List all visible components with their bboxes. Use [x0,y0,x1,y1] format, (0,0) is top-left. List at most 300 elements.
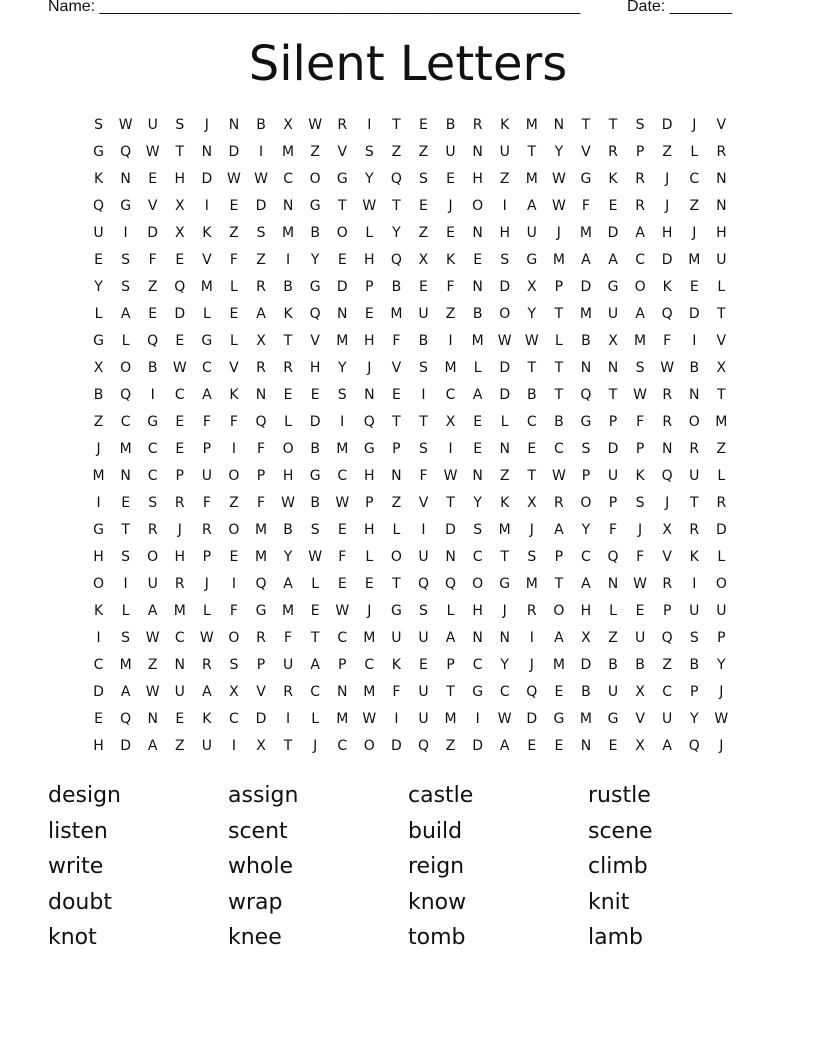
grid-letter: Y [310,252,320,268]
grid-letter: E [419,279,428,295]
grid-letter: U [418,549,429,565]
grid-letter: A [554,522,564,538]
grid-letter: Q [255,414,267,430]
grid-letter: M [390,306,403,322]
grid-letter: Q [526,684,538,700]
grid-letter: S [473,522,483,538]
grid-letter: T [446,684,455,700]
grid-row [85,247,735,274]
grid-letter: E [446,225,455,241]
grid-letter: N [337,684,348,700]
word-bank-item: climb [588,854,648,879]
grid-letter: F [148,252,157,268]
grid-letter: O [228,522,240,538]
grid-letter: X [418,252,429,268]
grid-letter: J [692,225,697,241]
grid-letter: J [177,522,182,538]
grid-letter: H [472,603,483,619]
grid-letter: F [202,495,211,511]
grid-letter: U [201,468,212,484]
grid-row [85,436,735,463]
grid-letter: F [636,414,645,430]
grid-letter: P [554,279,564,295]
grid-letter: S [581,441,591,457]
grid-letter: X [526,279,537,295]
grid-letter: R [472,117,483,133]
grid-letter: C [337,738,348,754]
grid-letter: S [175,117,185,133]
grid-letter: P [256,468,266,484]
grid-letter: M [634,333,647,349]
grid-letter: C [364,657,375,673]
grid-letter: W [633,387,648,403]
grid-letter: D [715,522,727,538]
grid-letter: I [529,630,534,646]
grid-letter: I [286,252,291,268]
grid-letter: V [391,360,402,376]
grid-letter: K [229,387,239,403]
grid-letter: A [608,252,618,268]
grid-letter: O [472,576,484,592]
word-bank [48,780,768,958]
word-bank-item: know [408,889,467,915]
grid-letter: G [526,252,538,268]
grid-letter: J [502,603,507,619]
grid-letter: Y [689,711,699,727]
grid-letter: I [258,144,264,160]
grid-letter: J [719,684,724,700]
grid-letter: Z [174,738,185,754]
grid-row [85,490,735,517]
grid-letter: O [120,360,132,376]
grid-letter: U [607,684,619,700]
grid-letter: B [391,279,402,295]
grid-letter: D [255,198,267,214]
grid-letter: P [446,657,455,673]
grid-letter: O [228,468,240,484]
grid-letter: R [174,576,185,592]
grid-letter: M [92,468,105,484]
grid-letter: X [716,360,727,376]
grid-letter: U [689,603,700,619]
grid-letter: Q [147,333,159,349]
grid-letter: S [419,441,428,457]
grid-letter: M [336,441,349,457]
grid-letter: I [448,441,453,457]
grid-letter: Q [120,144,132,160]
word-bank-item: castle [408,783,474,808]
grid-letter: I [340,414,345,430]
grid-letter: S [419,171,428,187]
grid-letter: G [580,171,592,187]
grid-letter: Z [93,414,104,430]
grid-letter: E [391,387,401,403]
grid-letter: G [93,333,104,349]
grid-letter: B [283,279,293,295]
grid-letter: R [283,684,293,700]
grid-letter: E [337,522,347,538]
grid-letter: U [93,225,104,241]
grid-letter: R [662,576,673,592]
grid-letter: N [364,387,375,403]
grid-letter: K [500,117,510,133]
grid-letter: A [120,684,131,700]
grid-letter: V [256,684,266,700]
grid-letter: V [147,198,158,214]
grid-letter: U [418,711,429,727]
grid-letter: X [635,738,645,754]
grid-letter: F [419,468,428,484]
grid-letter: D [580,657,592,673]
grid-letter: Z [499,171,510,187]
grid-row [85,274,735,301]
grid-letter: N [580,738,592,754]
grid-letter: U [499,144,510,160]
grid-letter: K [391,657,401,673]
grid-letter: E [689,279,699,295]
grid-letter: Q [255,576,267,592]
grid-letter: G [309,198,321,214]
grid-letter: S [635,495,645,511]
grid-row [85,220,735,247]
grid-letter: C [581,549,591,565]
grid-letter: I [367,117,372,133]
grid-letter: T [581,117,591,133]
grid-letter: A [147,603,158,619]
grid-letter: I [96,495,101,511]
grid-letter: M [173,603,186,619]
grid-letter: H [93,549,104,565]
grid-letter: K [662,279,672,295]
grid-letter: G [472,684,484,700]
grid-letter: B [554,414,564,430]
grid-letter: I [692,333,697,349]
grid-letter: M [119,657,132,673]
grid-letter: J [692,117,697,133]
grid-letter: L [473,360,482,376]
word-bank-item: tomb [408,925,466,950]
grid-letter: D [147,225,159,241]
grid-letter: B [445,117,456,133]
grid-letter: T [392,198,401,214]
grid-letter: N [716,198,727,214]
grid-letter: N [120,171,131,187]
grid-letter: E [175,333,185,349]
grid-letter: D [580,279,592,295]
grid-letter: F [338,549,347,565]
grid-letter: W [497,711,512,727]
grid-letter: A [554,630,564,646]
grid-letter: T [392,576,401,592]
grid-letter: D [607,441,619,457]
grid-letter: B [472,306,483,322]
grid-letter: A [310,657,320,673]
grid-letter: V [662,549,672,565]
grid-letter: N [472,225,483,241]
grid-letter: U [147,576,158,592]
name-field-label: Name: ______________________________________________________ [48,0,581,15]
grid-letter: C [526,414,537,430]
grid-letter: E [229,306,239,322]
grid-letter: D [661,252,673,268]
grid-letter: F [608,522,618,538]
grid-letter: E [473,252,483,268]
grid-letter: A [202,684,212,700]
grid-letter: E [527,738,537,754]
grid-letter: Z [445,306,456,322]
grid-letter: L [121,333,130,349]
grid-letter: H [309,360,321,376]
grid-letter: W [524,333,539,349]
grid-letter: W [281,495,295,511]
grid-letter: I [123,576,128,592]
grid-letter: B [689,360,700,376]
grid-letter: E [175,414,185,430]
grid-letter: T [554,576,564,592]
word-bank-item: build [408,818,463,844]
grid-letter: R [256,360,266,376]
grid-letter: E [608,198,618,214]
grid-letter: J [313,738,318,754]
grid-letter: E [175,441,185,457]
grid-letter: E [527,441,537,457]
grid-letter: W [335,603,350,619]
grid-letter: H [93,738,104,754]
date-field-label: Date: _______ [627,0,732,15]
grid-letter: P [581,468,591,484]
header [48,0,748,20]
grid-letter: M [336,711,349,727]
grid-letter: R [256,630,266,646]
grid-letter: N [499,630,510,646]
grid-letter: E [554,738,564,754]
grid-letter: W [660,360,675,376]
grid-letter: G [255,603,267,619]
grid-letter: N [472,279,483,295]
grid-letter: L [284,414,292,430]
grid-letter: U [418,630,429,646]
grid-letter: E [635,603,645,619]
grid-letter: X [283,117,293,133]
grid-letter: T [717,306,726,322]
grid-letter: C [553,441,564,457]
grid-letter: W [714,711,729,727]
grid-letter: E [419,117,428,133]
grid-letter: X [608,333,618,349]
grid-letter: I [692,576,697,592]
grid-letter: Y [94,279,103,295]
grid-letter: I [231,441,236,457]
word-bank-item: listen [48,818,108,844]
word-bank-item: assign [228,783,299,808]
grid-letter: H [472,171,483,187]
grid-letter: M [715,414,728,430]
grid-letter: F [229,414,238,430]
grid-letter: G [607,711,619,727]
grid-letter: E [446,171,455,187]
grid-letter: W [362,711,377,727]
grid-letter: A [256,306,266,322]
grid-letter: E [310,387,320,403]
grid-letter: S [121,630,131,646]
grid-letter: B [689,657,700,673]
grid-letter: I [123,225,128,241]
grid-letter: C [472,657,483,673]
grid-letter: G [363,441,375,457]
grid-letter: S [121,279,131,295]
grid-letter: M [282,603,295,619]
grid-letter: S [635,360,645,376]
grid-letter: L [202,306,211,322]
grid-letter: F [663,333,672,349]
grid-letter: Z [391,495,402,511]
grid-letter: Y [473,495,482,511]
grid-letter: G [147,414,159,430]
grid-letter: Q [174,279,186,295]
grid-letter: A [581,576,591,592]
grid-row [85,301,735,328]
grid-letter: F [229,603,238,619]
grid-letter: W [145,630,160,646]
grid-letter: J [448,198,453,214]
grid-letter: Q [661,306,673,322]
grid-letter: X [526,495,537,511]
grid-letter: G [120,198,132,214]
grid-letter: P [635,144,645,160]
grid-letter: R [635,171,645,187]
grid-letter: Q [688,738,700,754]
grid-letter: S [500,252,510,268]
grid-letter: C [147,468,158,484]
grid-letter: L [202,603,211,619]
grid-letter: I [204,198,209,214]
grid-letter: E [121,495,131,511]
grid-letter: E [283,387,293,403]
grid-letter: B [310,225,320,241]
grid-row [85,328,735,355]
grid-letter: M [282,144,295,160]
grid-letter: C [147,441,158,457]
grid-letter: M [363,684,376,700]
grid-letter: T [446,495,455,511]
grid-letter: O [688,414,700,430]
grid-letter: G [607,279,619,295]
grid-letter: O [580,495,592,511]
grid-letter: M [579,711,592,727]
grid-letter: Y [337,360,347,376]
grid-letter: Y [283,549,293,565]
grid-letter: A [202,387,212,403]
grid-letter: S [121,549,131,565]
grid-letter: I [502,198,507,214]
grid-letter: T [283,333,293,349]
grid-letter: X [635,684,645,700]
grid-letter: D [607,225,619,241]
grid-letter: G [309,279,321,295]
grid-letter: R [201,657,212,673]
grid-letter: J [367,360,372,376]
grid-letter: G [93,522,104,538]
grid-letter: N [499,441,510,457]
grid-letter: U [662,711,673,727]
grid-letter: D [445,522,456,538]
grid-letter: X [662,522,672,538]
grid-letter: E [473,441,483,457]
grid-letter: T [175,144,185,160]
grid-letter: G [499,576,511,592]
grid-row [85,166,735,193]
grid-letter: E [337,252,347,268]
grid-letter: I [231,738,236,754]
grid-letter: D [228,144,240,160]
grid-letter: J [367,603,372,619]
grid-row [85,517,735,544]
grid-letter: G [580,414,592,430]
grid-letter: F [581,198,590,214]
grid-letter: O [147,549,159,565]
grid-row [85,625,735,652]
grid-letter: I [421,387,426,403]
grid-letter: X [256,333,266,349]
grid-letter: P [338,657,347,673]
grid-letter: P [392,441,401,457]
grid-letter: U [445,144,456,160]
grid-row [85,598,735,625]
grid-letter: L [94,306,103,322]
grid-letter: W [497,333,512,349]
grid-letter: M [579,306,592,322]
grid-letter: M [552,657,565,673]
grid-letter: M [200,279,213,295]
grid-letter: C [689,171,700,187]
grid-letter: R [716,495,727,511]
grid-letter: L [717,279,726,295]
grid-letter: L [365,549,374,565]
grid-letter: E [229,198,239,214]
grid-letter: A [662,738,672,754]
grid-letter: E [94,711,103,727]
grid-letter: U [418,684,429,700]
grid-letter: N [716,171,727,187]
grid-letter: N [282,198,294,214]
grid-letter: M [525,117,538,133]
grid-letter: U [716,252,727,268]
grid-letter: W [199,630,214,646]
grid-row [85,139,735,166]
grid-letter: D [661,117,673,133]
grid-letter: H [364,522,375,538]
grid-letter: C [635,252,645,268]
grid-letter: P [717,630,726,646]
grid-letter: Y [581,522,591,538]
grid-letter: Q [309,306,321,322]
word-bank-item: whole [228,854,294,879]
grid-letter: B [608,657,618,673]
grid-letter: T [608,387,618,403]
grid-letter: F [636,549,645,565]
grid-letter: P [202,549,212,565]
grid-letter: X [174,198,185,214]
grid-letter: A [445,630,456,646]
grid-letter: L [365,225,374,241]
grid-letter: N [472,468,483,484]
grid-letter: Q [120,387,132,403]
grid-letter: E [94,252,103,268]
grid-letter: S [337,387,347,403]
word-bank-item: lamb [588,925,643,950]
grid-letter: D [120,738,131,754]
grid-letter: I [231,576,236,592]
